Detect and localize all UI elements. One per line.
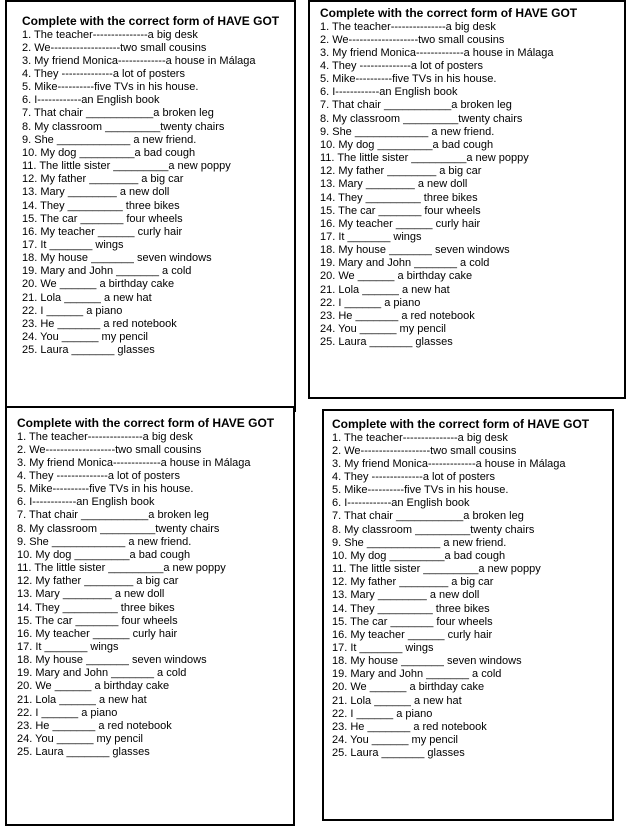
exercise-list — [22, 29, 294, 358]
exercise-item: 22. I ______ a piano — [320, 296, 421, 309]
exercise-list — [332, 432, 612, 761]
exercise-item: 12. My father ________ a big car — [332, 576, 494, 589]
exercise-item: 24. You ______ my pencil — [332, 734, 458, 747]
exercise-item: 16. My teacher ______ curly hair — [17, 627, 178, 640]
exercise-item: 8. My classroom _________twenty chairs — [17, 522, 220, 535]
exercise-item: 15. The car _______ four wheels — [17, 614, 178, 627]
exercise-item: 25. Laura _______ glasses — [320, 336, 453, 349]
exercise-item: 9. She ____________ a new friend. — [22, 133, 197, 146]
exercise-item: 14. They _________ three bikes — [22, 199, 180, 212]
exercise-item: 16. My teacher ______ curly hair — [22, 225, 183, 238]
exercise-item: 19. Mary and John _______ a cold — [320, 257, 490, 270]
exercise-item: 11. The little sister _________a new poppy — [22, 160, 231, 173]
exercise-item: 20. We ______ a birthday cake — [320, 270, 473, 283]
exercise-item: 1. The teacher---------------a big desk — [320, 20, 496, 33]
exercise-list — [17, 431, 293, 760]
exercise-item: 8. My classroom _________twenty chairs — [320, 112, 523, 125]
exercise-item: 19. Mary and John _______ a cold — [17, 667, 187, 680]
exercise-item: 15. The car _______ four wheels — [320, 204, 481, 217]
exercise-item: 2. We-------------------two small cousins — [320, 33, 505, 46]
worksheet-box-bottom-right — [322, 409, 614, 821]
exercise-list — [320, 21, 624, 350]
exercise-item: 6. I------------an English book — [332, 497, 470, 510]
exercise-item: 21. Lola ______ a new hat — [17, 693, 147, 706]
exercise-item: 6. I------------an English book — [22, 94, 160, 107]
exercise-item: 4. They --------------a lot of posters — [332, 470, 495, 483]
exercise-item: 10. My dog _________a bad cough — [22, 146, 196, 159]
exercise-item: 7. That chair ___________a broken leg — [332, 510, 524, 523]
exercise-item: 17. It _______ wings — [17, 641, 119, 653]
worksheet-title: Complete with the correct form of HAVE GOT — [332, 417, 590, 431]
exercise-item: 8. My classroom _________twenty chairs — [332, 523, 535, 536]
exercise-item: 23. He _______ a red notebook — [332, 720, 487, 733]
exercise-item: 21. Lola ______ a new hat — [22, 291, 152, 304]
exercise-item: 2. We-------------------two small cousins — [22, 41, 207, 54]
exercise-item: 13. Mary ________ a new doll — [22, 186, 170, 199]
exercise-item: 3. My friend Monica-------------a house in Málaga — [17, 456, 251, 469]
exercise-item: 22. I ______ a piano — [17, 706, 118, 719]
exercise-item: 3. My friend Monica-------------a house in Málaga — [22, 54, 256, 67]
exercise-item: 13. Mary ________ a new doll — [332, 589, 480, 602]
worksheet-title: Complete with the correct form of HAVE GOT — [17, 416, 275, 430]
exercise-item: 16. My teacher ______ curly hair — [332, 628, 493, 641]
exercise-item: 5. Mike----------five TVs in his house. — [320, 73, 497, 86]
exercise-item: 25. Laura _______ glasses — [332, 747, 465, 760]
exercise-item: 4. They --------------a lot of posters — [17, 469, 180, 482]
exercise-item: 23. He _______ a red notebook — [17, 719, 172, 732]
exercise-item: 18. My house _______ seven windows — [332, 655, 522, 668]
exercise-item: 18. My house _______ seven windows — [22, 252, 212, 265]
exercise-item: 12. My father ________ a big car — [17, 575, 179, 588]
exercise-item: 10. My dog _________a bad cough — [320, 138, 494, 151]
exercise-item: 20. We ______ a birthday cake — [17, 680, 170, 693]
exercise-item: 7. That chair ___________a broken leg — [320, 99, 512, 112]
exercise-item: 22. I ______ a piano — [332, 707, 433, 720]
exercise-item: 3. My friend Monica-------------a house in Málaga — [320, 46, 554, 59]
exercise-item: 4. They --------------a lot of posters — [22, 67, 185, 80]
exercise-item: 24. You ______ my pencil — [17, 733, 143, 746]
exercise-item: 15. The car _______ four wheels — [332, 615, 493, 628]
exercise-item: 19. Mary and John _______ a cold — [22, 265, 192, 278]
exercise-item: 19. Mary and John _______ a cold — [332, 668, 502, 681]
exercise-item: 2. We-------------------two small cousins — [332, 444, 517, 457]
exercise-item: 14. They _________ three bikes — [332, 602, 490, 615]
worksheet-title: Complete with the correct form of HAVE GOT — [320, 6, 578, 20]
worksheet-box-top-right — [308, 0, 626, 399]
exercise-item: 25. Laura _______ glasses — [22, 344, 155, 357]
exercise-item: 2. We-------------------two small cousins — [17, 443, 202, 456]
exercise-item: 12. My father ________ a big car — [22, 173, 184, 186]
exercise-item: 9. She ____________ a new friend. — [320, 125, 495, 138]
exercise-item: 16. My teacher ______ curly hair — [320, 217, 481, 230]
exercise-item: 11. The little sister _________a new poppy — [332, 563, 541, 576]
exercise-item: 24. You ______ my pencil — [320, 323, 446, 336]
exercise-item: 11. The little sister _________a new poppy — [320, 152, 529, 165]
exercise-item: 1. The teacher---------------a big desk — [22, 28, 198, 41]
exercise-item: 12. My father ________ a big car — [320, 165, 482, 178]
exercise-item: 4. They --------------a lot of posters — [320, 59, 483, 72]
exercise-item: 8. My classroom _________twenty chairs — [22, 120, 225, 133]
exercise-item: 5. Mike----------five TVs in his house. — [332, 484, 509, 497]
exercise-item: 6. I------------an English book — [17, 496, 155, 509]
exercise-item: 1. The teacher---------------a big desk — [332, 431, 508, 444]
exercise-item: 24. You ______ my pencil — [22, 331, 148, 344]
exercise-item: 21. Lola ______ a new hat — [320, 283, 450, 296]
exercise-item: 10. My dog _________a bad cough — [17, 548, 191, 561]
exercise-item: 21. Lola ______ a new hat — [332, 694, 462, 707]
exercise-item: 23. He _______ a red notebook — [22, 317, 177, 330]
exercise-item: 17. It _______ wings — [332, 642, 434, 654]
exercise-item: 25. Laura _______ glasses — [17, 746, 150, 759]
exercise-item: 9. She ____________ a new friend. — [17, 535, 192, 548]
exercise-item: 18. My house _______ seven windows — [17, 654, 207, 667]
exercise-item: 1. The teacher---------------a big desk — [17, 430, 193, 443]
exercise-item: 3. My friend Monica-------------a house in Málaga — [332, 457, 566, 470]
exercise-item: 7. That chair ___________a broken leg — [22, 107, 214, 120]
exercise-item: 10. My dog _________a bad cough — [332, 549, 506, 562]
exercise-item: 5. Mike----------five TVs in his house. — [22, 81, 199, 94]
exercise-item: 6. I------------an English book — [320, 86, 458, 99]
exercise-item: 17. It _______ wings — [22, 239, 124, 251]
exercise-item: 9. She ____________ a new friend. — [332, 536, 507, 549]
exercise-item: 20. We ______ a birthday cake — [22, 278, 175, 291]
exercise-item: 14. They _________ three bikes — [320, 191, 478, 204]
exercise-item: 7. That chair ___________a broken leg — [17, 509, 209, 522]
exercise-item: 13. Mary ________ a new doll — [17, 588, 165, 601]
exercise-item: 20. We ______ a birthday cake — [332, 681, 485, 694]
exercise-item: 22. I ______ a piano — [22, 304, 123, 317]
exercise-item: 14. They _________ three bikes — [17, 601, 175, 614]
exercise-item: 11. The little sister _________a new poppy — [17, 562, 226, 575]
exercise-item: 18. My house _______ seven windows — [320, 244, 510, 257]
exercise-item: 13. Mary ________ a new doll — [320, 178, 468, 191]
worksheet-title: Complete with the correct form of HAVE GOT — [22, 14, 280, 28]
exercise-item: 15. The car _______ four wheels — [22, 212, 183, 225]
worksheet-box-top-left — [5, 0, 296, 412]
exercise-item: 23. He _______ a red notebook — [320, 309, 475, 322]
exercise-item: 5. Mike----------five TVs in his house. — [17, 483, 194, 496]
worksheet-box-bottom-left — [5, 406, 295, 826]
exercise-item: 17. It _______ wings — [320, 231, 422, 243]
